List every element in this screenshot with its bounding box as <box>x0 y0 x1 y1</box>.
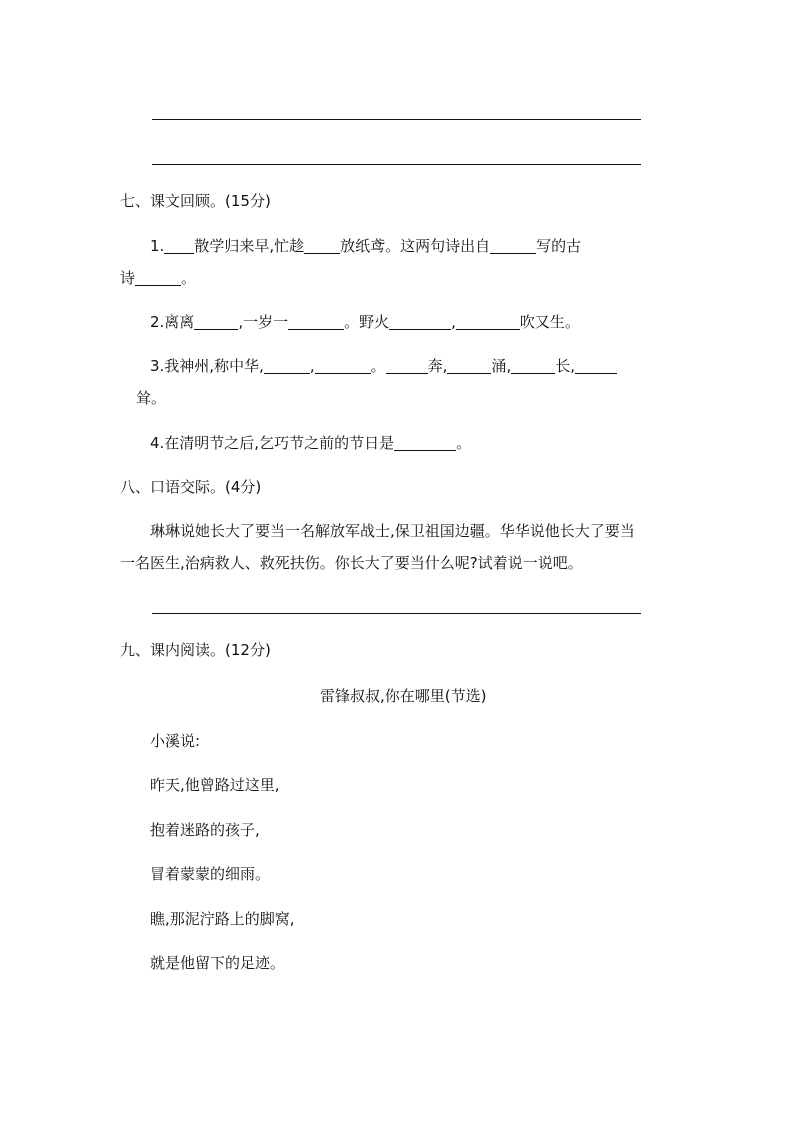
section7-title: 七、课文回顾。(15分) <box>120 192 271 210</box>
question-7-4: 4.在清明节之后,乞巧节之前的节日是 。 <box>150 434 472 452</box>
section8-title: 八、口语交际。(4分) <box>120 478 262 496</box>
poem-line: 就是他留下的足迹。 <box>150 954 286 972</box>
poem-line: 昨天,他曾路过这里, <box>150 776 280 794</box>
section9-title: 九、课内阅读。(12分) <box>120 641 271 659</box>
poem-line: 瞧,那泥泞路上的脚窝, <box>150 910 295 928</box>
question-7-3-line1: 3.我神州,称中华, , 。 奔, 涌, 长, <box>150 356 617 376</box>
answer-line-2 <box>152 164 641 165</box>
question-7-2: 2.离离 ,一岁一 。野火 , 吹又生。 <box>150 313 580 331</box>
question-7-1-line1: 1. 散学归来早,忙趁 放纸鸢。这两句诗出自 写的古 <box>150 237 582 255</box>
poem-line: 冒着蒙蒙的细雨。 <box>150 865 271 883</box>
question-7-1-line2: 诗 。 <box>120 269 197 287</box>
answer-line-3 <box>152 613 641 614</box>
poem-line: 抱着迷路的孩子, <box>150 821 260 839</box>
section8-paragraph-line1: 琳琳说她长大了要当一名解放军战士,保卫祖国边疆。华华说他长大了要当 <box>150 522 635 540</box>
poem-title: 雷锋叔叔,你在哪里(节选) <box>320 687 487 705</box>
poem-line: 小溪说: <box>150 732 201 750</box>
question-7-3-line2: 耸。 <box>136 389 167 407</box>
answer-line-1 <box>152 119 641 120</box>
section8-paragraph-line2: 一名医生,治病救人、救死扶伤。你长大了要当什么呢?试着说一说吧。 <box>120 554 583 572</box>
